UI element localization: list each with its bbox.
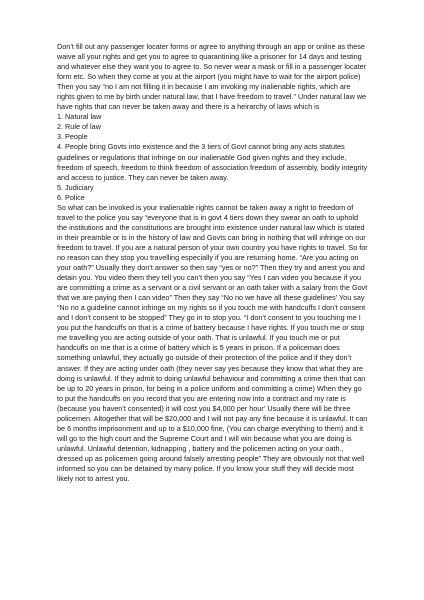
rights-paragraph: So what can be invoked is your inalienable rights cannot be taken away a right to freedom of travel to the police you say “everyone that is in govt 4 tiers down they swear an oath to uphold the institutions and the constitutions are brought into existence under natural law which is stated in their preamble or is in the history of law and Govts can bring in nothing that will infringe on our freedom to travel. If you are a natural person of your own country you have rights to travel. So for no reason can they stop you travelling especially if you are returning home. “Are you acting on your oath?” Usually they don’t answer so then say “yes or no?” Then they try and arrest you and detain you. You video them they tell you can’t then you say “Yes I can video you because if you are committing a crime as a servant or a civil servant or an oath taker with a salary from the Govt that we are paying then I can video” Then they say “No no we have all these guidelines’ You say “No no a guideline cannot infringe on my rights so if you touch me with handcuffs I don’t consent and I don’t consent to be stopped” They go in to stop you. “I don’t consent to you touching me I you put the handcuffs on that is a crime of battery because I have rights. If you touch me or stop me travelling you are acting outside of your oath. That is unlawful. If you touch me or put handcuffs on me that is a crime of battery which is 5 years in prison. If a policeman does something unlawful, they actually go outside of their protection of the police and if they don’t answer. If they are acting under oath (they never say yes because they know that what they are doing is unlawful. If they admit to doing unlawful behaviour and committing a crime then that can be up to 20 years in prison, for being in a police uniform and committing a crime) When they go to put the handcuffs on you record that you are entering now into a contract and my rate is (because you haven’t consented) it will cost you $4,000 per hour’ Usually there will be three policemen. Altogether that will be $20,000 and I will not pay any fine because it is unlawful. It can be 6 months imprisonment and up to a $10,000 fine, (You can charge everything to them) and it will go to the high court and the Supreme Court and I will win because what you are doing is unlawful. Unlawful detention, kidnapping , battery and the policemen acting on your oath., dressed up as policemen going around falsely arresting people” They are obviously not that well informed so you can be detained by many police. If you know your stuff they will decide most likely not to arrest you. <box>57 202 368 484</box>
list-item: 2. Rule of law <box>57 122 101 132</box>
list-item: 3. People <box>57 132 88 142</box>
list-item: 5. Judiciary <box>57 182 94 192</box>
list-item: 6. Police <box>57 192 85 202</box>
document-body <box>57 42 369 484</box>
law-hierarchy-list <box>57 112 369 202</box>
list-item: 1. Natural law <box>57 112 102 122</box>
list-item: 4. People bring Govts into existence and the 3 tiers of Govt cannot bring any acts statutes guidelines or regulations that infringe on our inalienable God given rights and they include, freedom of speech, freedom to think freedom of association freedom of assembly, bodily integrity and access to justice. They can never be taken away. <box>57 142 368 182</box>
intro-paragraph: Don’t fill out any passenger locater forms or agree to anything through an app or online as these waive all your rights and get you to agree to quarantining like a prisoner for 14 days and testing and whatever else they want you to agree to. So never wear a mask or fill in a passenger locater form etc. So when they come at you at the airport (you might have to wait for the airport police) Then you say “no I am not filling it in because I am invoking my inalienable rights, which are rights given to me by birth under natural law, that I have freedom to travel.” Under natural law we have rights that can never be taken away and there is a heirarchy of laws which is <box>57 42 367 112</box>
